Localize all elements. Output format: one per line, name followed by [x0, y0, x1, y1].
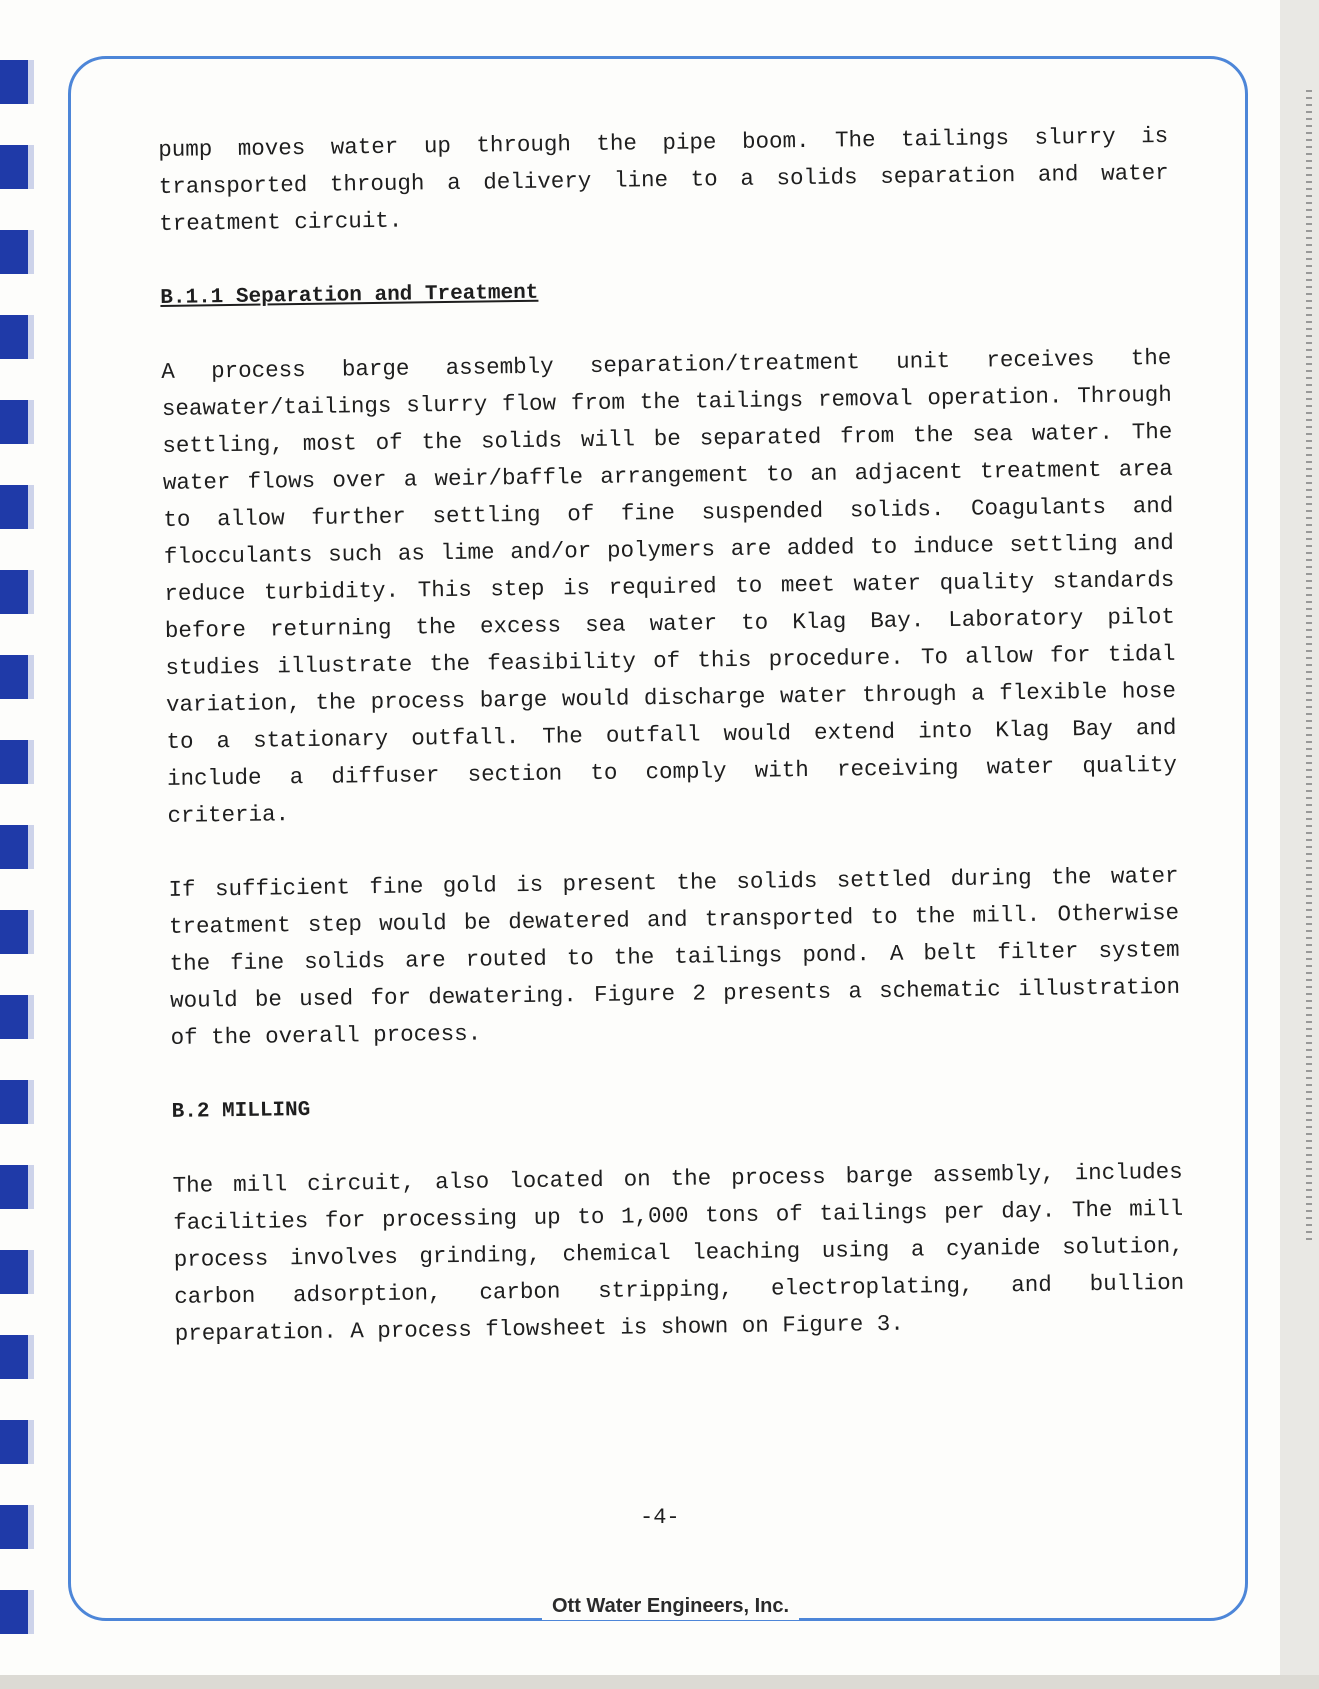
binding-tab [0, 145, 34, 189]
body-text [158, 118, 1185, 1353]
binding-tab [0, 230, 34, 274]
binding-tab [0, 995, 34, 1039]
binding-tab [0, 60, 34, 104]
back-sheet-edge [1280, 0, 1319, 1689]
binding-tab [0, 740, 34, 784]
binding-tab [0, 1080, 34, 1124]
paragraph-dewatering: If sufficient fine gold is present the solids settled during the water treatment step would be dewatered and transported to the mill. Otherwise the fine solids are routed to the tailings pond. A belt filter system would be used for dewatering. Figure 2 presents a schematic illustration of the overall process. [168, 862, 1181, 1051]
binding-tab [0, 1590, 34, 1634]
bottom-sheet-edge [0, 1675, 1319, 1689]
paragraph-intro: pump moves water up through the pipe boom. The tailings slurry is transported through a delivery line to a solids separation and water treatment circuit. [158, 122, 1169, 237]
binding-tab [0, 1250, 34, 1294]
section-heading-milling: B.2 MILLING [171, 1098, 311, 1124]
binding-tab [0, 1165, 34, 1209]
binding-tab [0, 1420, 34, 1464]
binding-tab [0, 1335, 34, 1379]
footer-company-name: Ott Water Engineers, Inc. [542, 1592, 799, 1620]
binding-tab [0, 825, 34, 869]
binding-tab [0, 315, 34, 359]
spiral-binding [0, 60, 60, 1640]
section-heading-separation: B.1.1 Separation and Treatment [160, 281, 539, 310]
binding-tab [0, 1505, 34, 1549]
page-number: -4- [640, 1505, 680, 1530]
binding-tab [0, 655, 34, 699]
binding-tab [0, 910, 34, 954]
paragraph-separation: A process barge assembly separation/treatment unit receives the seawater/tailings slurry flow from the tailings removal operation. Through settling, most of the solids will be separated from the sea water. The water flows over a weir/baffle arrangement to an adjacent treatment area to allow further settling of fine suspended solids. Coagulants and flocculants such as lime and/or polymers are added to induce settling and reduce turbidity. This step is required to meet water quality standards before returning the excess sea water to Klag Bay. Laboratory pilot studies illustrate the feasibility of this procedure. To allow for tidal variation, the process barge would discharge water through a flexible hose to a stationary outfall. The outfall would extend into Klag Bay and include a diffuser section to comply with receiving water quality criteria. [161, 344, 1178, 829]
paragraph-milling: The mill circuit, also located on the process barge assembly, includes facilities for processing up to 1,000 tons of tailings per day. The mill process involves grinding, chemical leaching using a cyanide solution, carbon adsorption, carbon stripping, electroplating, and bullion preparation. A process flowsheet is shown on Figure 3. [172, 1158, 1185, 1347]
perforation-edge [1306, 90, 1312, 1240]
binding-tab [0, 485, 34, 529]
binding-tab [0, 570, 34, 614]
binding-tab [0, 400, 34, 444]
